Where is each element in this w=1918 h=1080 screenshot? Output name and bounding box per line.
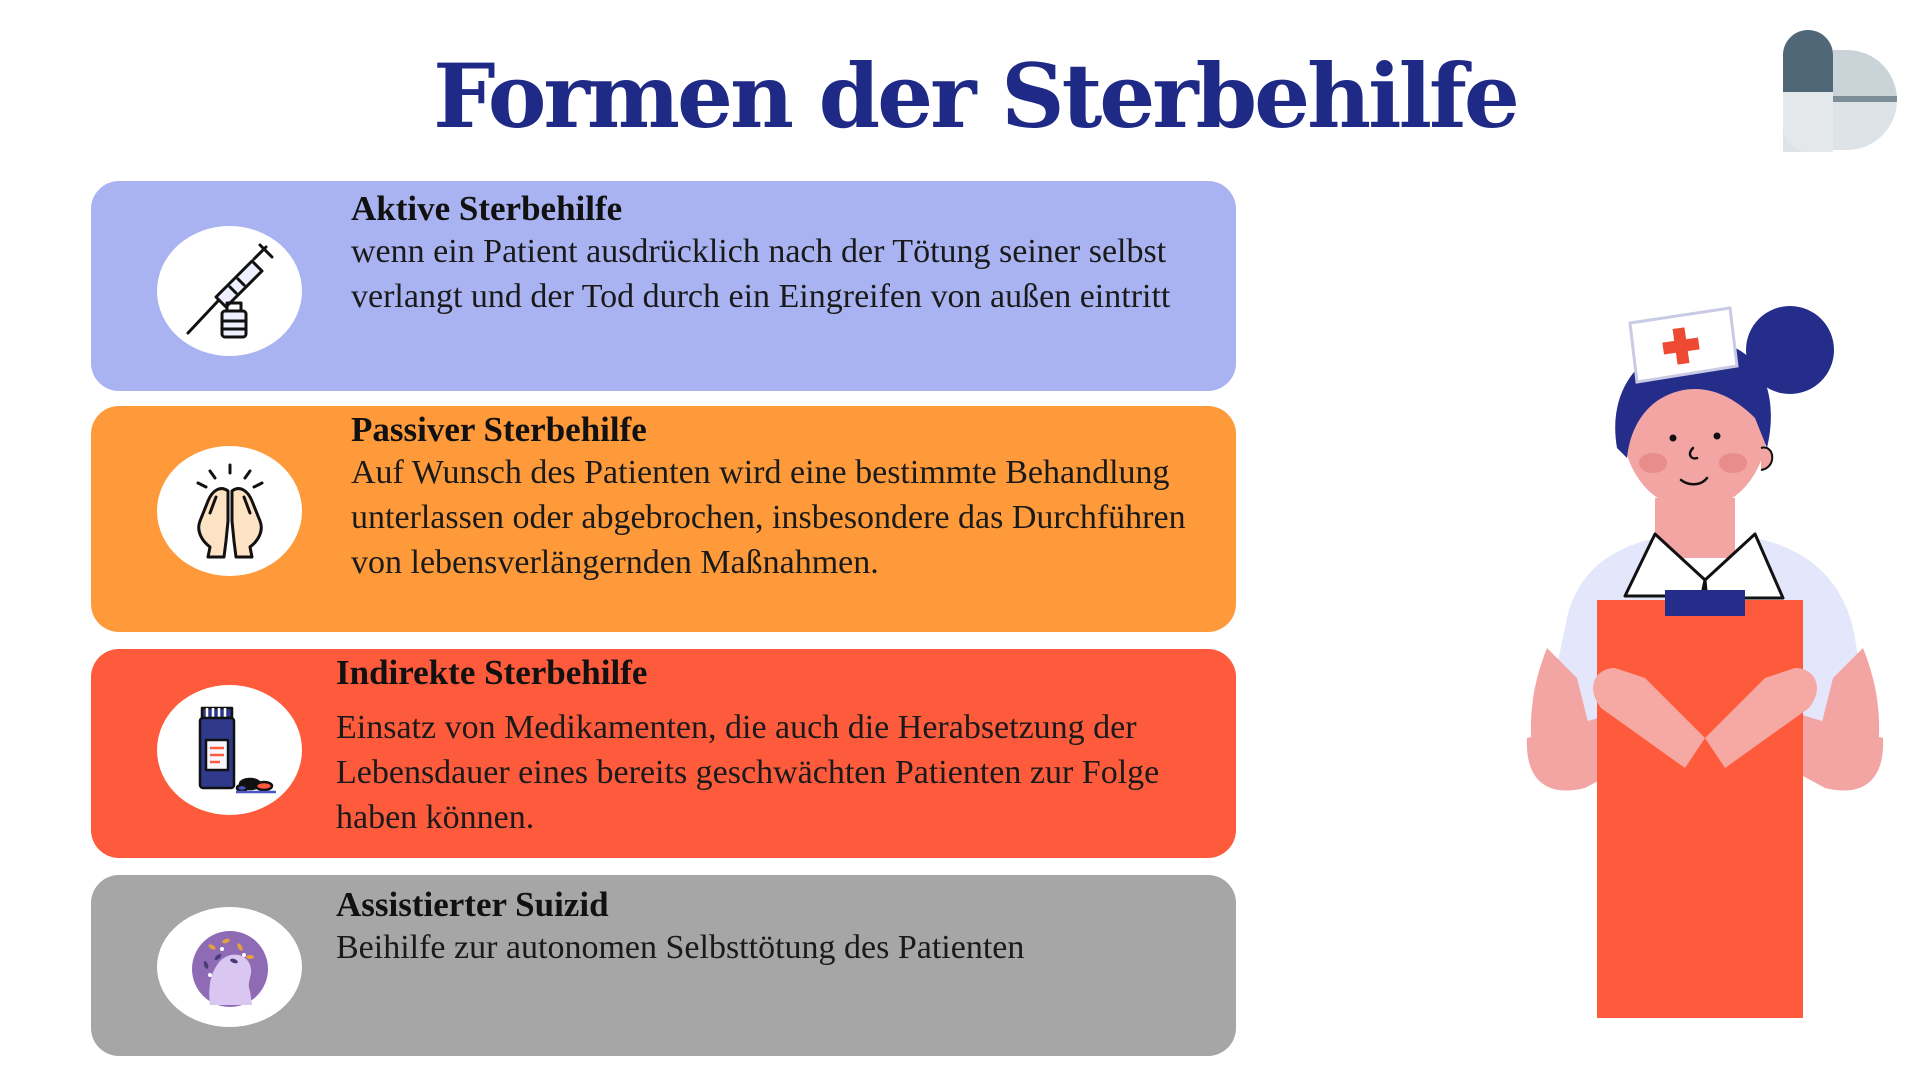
card-assisted-suicide (91, 875, 1236, 1056)
head-pills-icon (180, 917, 280, 1017)
icon-circle (157, 685, 302, 815)
medicine-bottle-icon (180, 700, 280, 800)
card-heading: Passiver Sterbehilfe (351, 410, 647, 449)
icon-circle (157, 446, 302, 576)
icon-circle (157, 907, 302, 1027)
card-heading: Aktive Sterbehilfe (351, 189, 623, 228)
card-text: Einsatz von Medikamenten, die auch die Herabsetzung der Lebensdauer eines bereits geschwächten Patienten zur Folge haben können. (336, 709, 1160, 836)
card-indirect-euthanasia (91, 649, 1236, 858)
card-text: Auf Wunsch des Patienten wird eine bestimmte Behandlung unterlassen oder abgebrochen, insbesondere das Durchführen von lebensverlängernden Maßnahmen. (351, 454, 1186, 581)
card-active-euthanasia (91, 181, 1236, 391)
praying-hands-icon (180, 461, 280, 561)
card-heading: Assistierter Suizid (336, 885, 609, 924)
logo-icon (1779, 30, 1899, 155)
syringe-icon (180, 241, 280, 341)
card-passive-euthanasia (91, 406, 1236, 632)
card-heading: Indirekte Sterbehilfe (336, 653, 648, 692)
card-text: Beihilfe zur autonomen Selbsttötung des Patienten (336, 929, 1025, 966)
icon-circle (157, 226, 302, 356)
nurse-illustration (1505, 298, 1905, 1018)
card-text: wenn ein Patient ausdrücklich nach der Tötung seiner selbst verlangt und der Tod durch ein Eingreifen von außen eintritt (351, 233, 1171, 315)
page-title: Formen der Sterbehilfe (433, 44, 1517, 148)
